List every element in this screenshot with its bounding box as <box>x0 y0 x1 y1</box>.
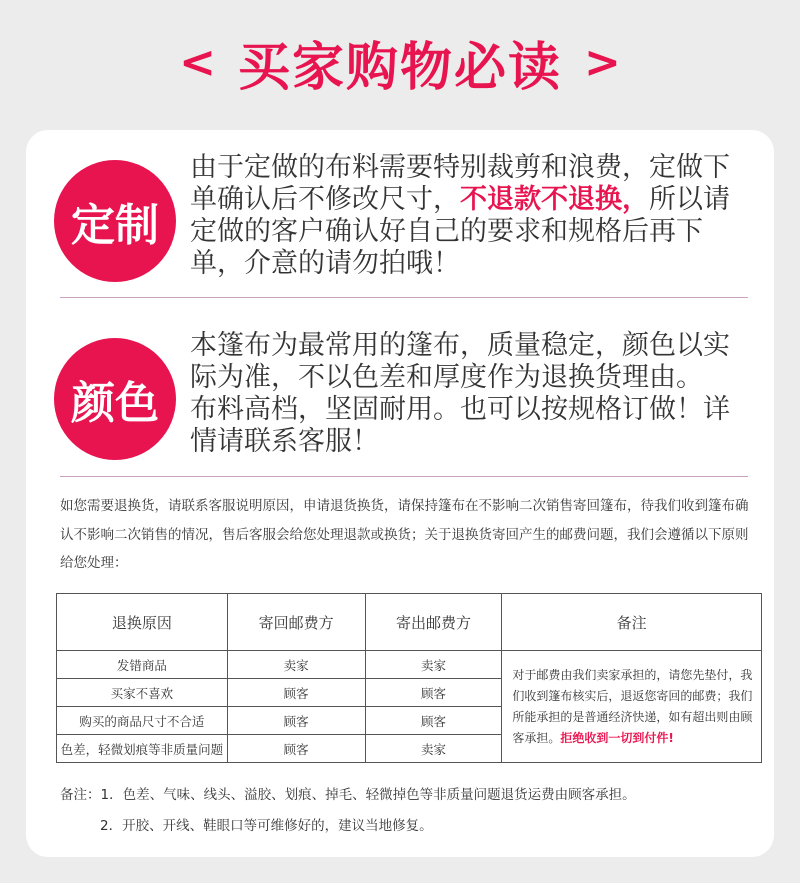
chevron-left-icon: < <box>179 36 216 88</box>
header-note: 备注 <box>502 594 762 651</box>
header-return-payer: 寄回邮费方 <box>227 594 365 651</box>
send-payer-cell: 卖家 <box>365 735 502 763</box>
note-highlight: 拒绝收到一切到付件! <box>560 730 674 745</box>
custom-text <box>190 152 756 280</box>
color-badge: 颜色 <box>54 338 176 460</box>
return-payer-cell: 卖家 <box>227 651 365 679</box>
send-payer-cell: 卖家 <box>365 651 502 679</box>
note-cell <box>502 651 762 763</box>
return-payer-cell: 顾客 <box>227 707 365 735</box>
reason-cell: 色差，轻微划痕等非质量问题 <box>57 735 228 763</box>
color-text <box>190 330 756 458</box>
page-header <box>0 22 800 102</box>
return-payer-cell: 顾客 <box>227 679 365 707</box>
color-section <box>26 330 774 466</box>
return-intro-text: 如您需要退换货，请联系客服说明原因，申请退货换货，请保持篷布在不影响二次销售寄回篷布，待我们收到篷布确认不影响二次销售的情况，售后客服会给您处理退款或换货；关于退换货寄回产生的邮费问题，我们会遵循以下原则给您处理： <box>60 498 749 571</box>
send-payer-cell: 顾客 <box>365 679 502 707</box>
notice-card <box>26 130 774 857</box>
table-row <box>57 651 762 679</box>
footer-note-1: 备注：1．色差、气味、线头、溢胶、划痕、掉毛、轻微掉色等非质量问题退货运费由顾客承担。 <box>60 787 636 803</box>
color-text-line2: 布料高档，坚固耐用。也可以按规格订做！详情请联系客服！ <box>190 394 730 457</box>
reason-cell: 发错商品 <box>57 651 228 679</box>
custom-section <box>26 152 774 288</box>
footer-note-2: 2．开胶、开线、鞋眼口等可维修好的，建议当地修复。 <box>100 818 433 834</box>
note-text: 对于邮费由我们卖家承担的，请您先垫付，我们收到篷布核实后，退返您寄回的邮费；我们所能承担的是普通经济快递，如有超出则由顾客承担。 <box>512 667 753 745</box>
reason-cell: 买家不喜欢 <box>57 679 228 707</box>
section-divider <box>60 297 748 298</box>
chevron-right-icon: > <box>584 36 621 88</box>
color-text-line1: 本篷布为最常用的篷布，质量稳定，颜色以实际为准，不以色差和厚度作为退换货理由。 <box>190 330 730 393</box>
page-title: 买家购物必读 <box>237 37 562 98</box>
return-policy-table <box>56 593 762 763</box>
section-divider <box>60 476 748 477</box>
send-payer-cell: 顾客 <box>365 707 502 735</box>
table-header-row <box>57 594 762 651</box>
no-refund-highlight: 不退款不退换， <box>460 184 649 215</box>
reason-cell: 购买的商品尺寸不合适 <box>57 707 228 735</box>
header-reason: 退换原因 <box>57 594 228 651</box>
custom-text-after: 所以请定做的客户确认好自己的要求和规格后再下单，介意的请勿拍哦！ <box>190 184 730 279</box>
header-send-payer: 寄出邮费方 <box>365 594 502 651</box>
return-payer-cell: 顾客 <box>227 735 365 763</box>
custom-badge: 定制 <box>54 160 176 282</box>
custom-text-before: 由于定做的布料需要特别裁剪和浪费，定做下单确认后不修改尺寸， <box>190 152 730 215</box>
